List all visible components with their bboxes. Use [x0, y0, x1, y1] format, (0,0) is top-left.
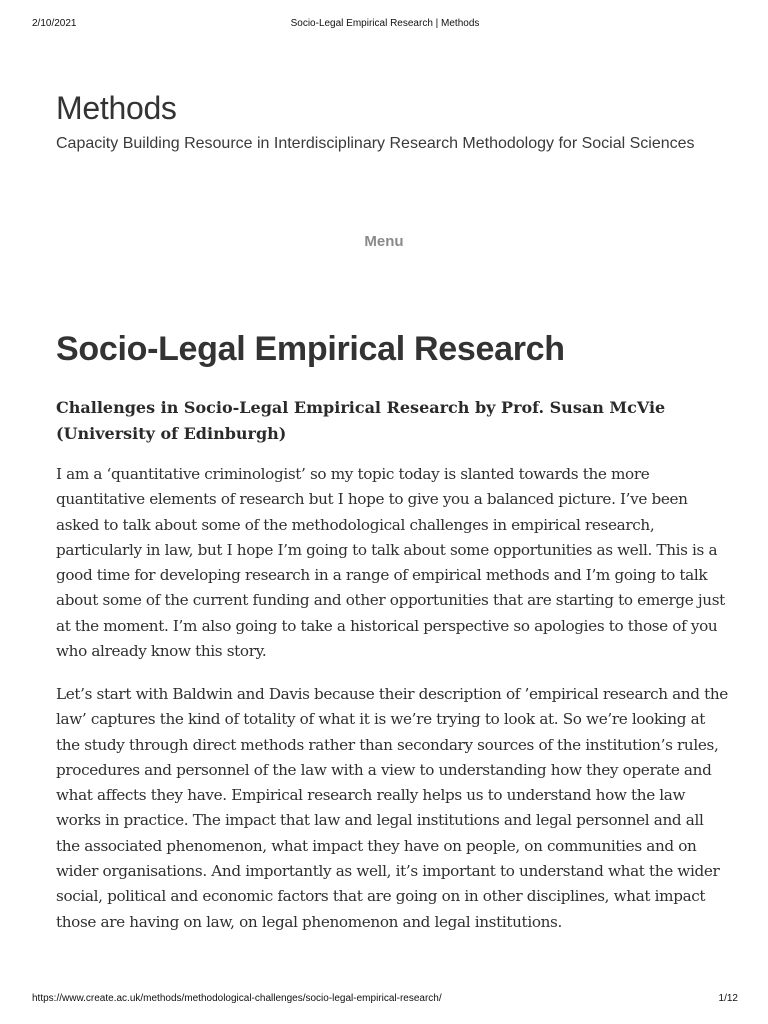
menu-button[interactable]: Menu — [364, 233, 404, 250]
article-subheading: Challenges in Socio-Legal Empirical Research by Prof. Susan McVie (University of Edinburgh) — [56, 398, 666, 443]
print-url: https://www.create.ac.uk/methods/methodological-challenges/socio-legal-empirical-research/ — [32, 993, 442, 1004]
print-page-number: 1/12 — [718, 993, 738, 1004]
site-tagline: Capacity Building Resource in Interdisciplinary Research Methodology for Social Sciences — [56, 135, 695, 152]
article-paragraph: Let’s start with Baldwin and Davis because their description of ’empirical research and the law’ captures the kind of totality of what it is we’re trying to look at. So we’re looking at the study through direct methods rather than secondary sources of the institution’s rules, procedures and personnel of the law with a view to understanding how they operate and what affects they have. Empirical research really helps us to understand how the law works in practice. The impact that law and legal institutions and legal personnel and all the associated phenomenon, what impact they have on people, on communities and on wider organisations. And importantly as well, it’s important to understand what the wider social, political and economic factors that are going on in other disciplines, what impact those are having on law, on legal phenomenon and legal institutions. — [56, 685, 728, 931]
print-date: 2/10/2021 — [32, 18, 77, 29]
print-header — [32, 18, 738, 34]
print-footer — [32, 993, 738, 1007]
print-page-title: Socio-Legal Empirical Research | Methods — [290, 18, 480, 29]
article-paragraph: I am a ‘quantitative criminologist’ so my topic today is slanted towards the more quantitative elements of research but I hope to give you a balanced picture. I’ve been asked to talk about some of the methodological challenges in empirical research, particularly in law, but I hope I’m going to talk about some opportunities as well. This is a good time for developing research in a range of empirical methods and I’m going to talk about some of the current funding and other opportunities that are starting to emerge just at the moment. I’m also going to take a historical perspective so apologies to those of you who already know this story. — [56, 465, 725, 661]
page-title: Socio-Legal Empirical Research — [56, 330, 565, 368]
site-title-link[interactable]: Methods — [56, 90, 177, 126]
